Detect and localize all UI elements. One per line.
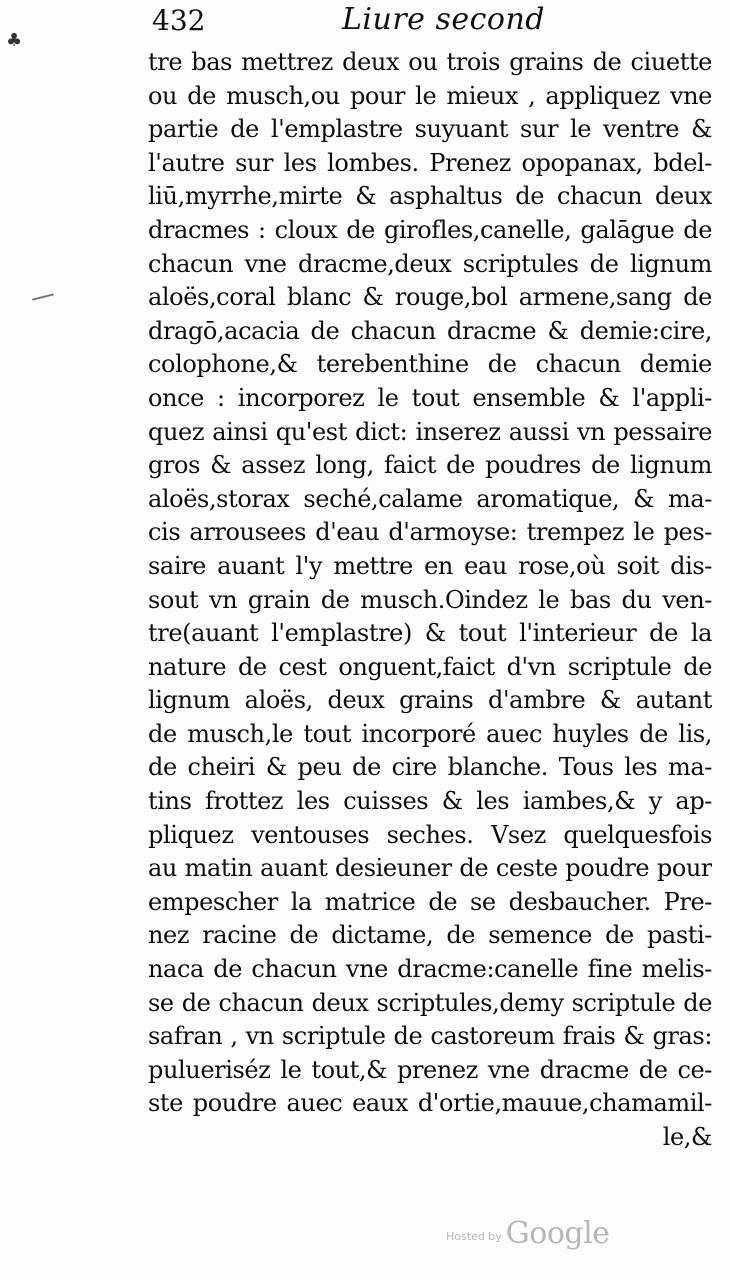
- text-line: chacun vne dracme,deux scriptules de lignum: [148, 249, 712, 278]
- margin-ornament-icon: ♣: [6, 30, 23, 51]
- watermark: [446, 1216, 609, 1251]
- watermark-brand: Google: [505, 1216, 610, 1251]
- page-header: [150, 2, 550, 42]
- text-line: de musch,le tout incorporé auec huyles de lis,: [148, 719, 712, 748]
- watermark-prefix: Hosted by: [446, 1230, 502, 1243]
- text-line: aloës,storax seché,calame aromatique, & ma-: [148, 484, 712, 513]
- text-line: saire auant l'y mettre en eau rose,où soit dis-: [148, 551, 712, 580]
- text-line: cis arrousees d'eau d'armoyse: trempez le pes-: [148, 518, 712, 547]
- text-line: tre bas mettrez deux ou trois grains de ciuette: [148, 48, 712, 76]
- text-line: nez racine de dictame, de semence de pasti-: [148, 921, 712, 950]
- text-line: colophone,& terebenthine de chacun demie: [148, 350, 712, 379]
- body-text: [148, 46, 712, 1155]
- text-line: lignum aloës, deux grains d'ambre & autant: [148, 686, 712, 715]
- text-line: tre(auant l'emplastre) & tout l'interieur de la: [148, 619, 712, 648]
- text-line: naca de chacun vne dracme:canelle fine melis-: [148, 955, 712, 984]
- text-line: tins frottez les cuisses & les iambes,& y ap-: [148, 787, 712, 816]
- page-number: 432: [152, 4, 206, 37]
- text-line: l'autre sur les lombes. Prenez opopanax, bdel-: [148, 148, 712, 177]
- text-line: pliquez ventouses seches. Vsez quelquesfois: [148, 820, 712, 849]
- text-line-catchword: le,&: [662, 1123, 712, 1151]
- text-line: gros & assez long, faict de poudres de lignum: [148, 451, 712, 480]
- text-line: ste poudre auec eaux d'ortie,mauue,chamamil-: [148, 1089, 712, 1118]
- text-line: sout vn grain de musch.Oindez le bas du ven-: [148, 585, 712, 614]
- text-line: dracmes : cloux de girofles,canelle, galāgue de: [148, 215, 712, 244]
- text-line: liū,myrrhe,mirte & asphaltus de chacun deux: [148, 182, 712, 211]
- text-line: nature de cest onguent,faict d'vn scriptule de: [148, 652, 712, 681]
- text-line: once : incorporez le tout ensemble & l'appli-: [148, 383, 712, 412]
- text-line: partie de l'emplastre suyuant sur le ventre &: [148, 115, 712, 144]
- text-line: dragō,acacia de chacun dracme & demie:cire,: [148, 316, 712, 345]
- text-line: au matin auant desieuner de ceste poudre pour: [148, 854, 712, 883]
- text-line: aloës,coral blanc & rouge,bol armene,sang de: [148, 283, 712, 312]
- text-line: quez ainsi qu'est dict: inserez aussi vn pessaire: [148, 417, 712, 446]
- text-line: pulueriséz le tout,& prenez vne dracme de ce-: [148, 1055, 712, 1084]
- running-title: Liure second: [342, 2, 546, 37]
- text-line: ou de musch,ou pour le mieux , appliquez vne: [148, 81, 712, 110]
- text-line: empescher la matrice de se desbaucher. Pre-: [148, 887, 712, 916]
- margin-dash-mark: [32, 293, 54, 300]
- text-line: se de chacun deux scriptules,demy scriptule de: [148, 988, 712, 1017]
- text-line: de cheiri & peu de cire blanche. Tous les ma-: [148, 753, 712, 782]
- text-line: safran , vn scriptule de castoreum frais & gras:: [148, 1022, 712, 1051]
